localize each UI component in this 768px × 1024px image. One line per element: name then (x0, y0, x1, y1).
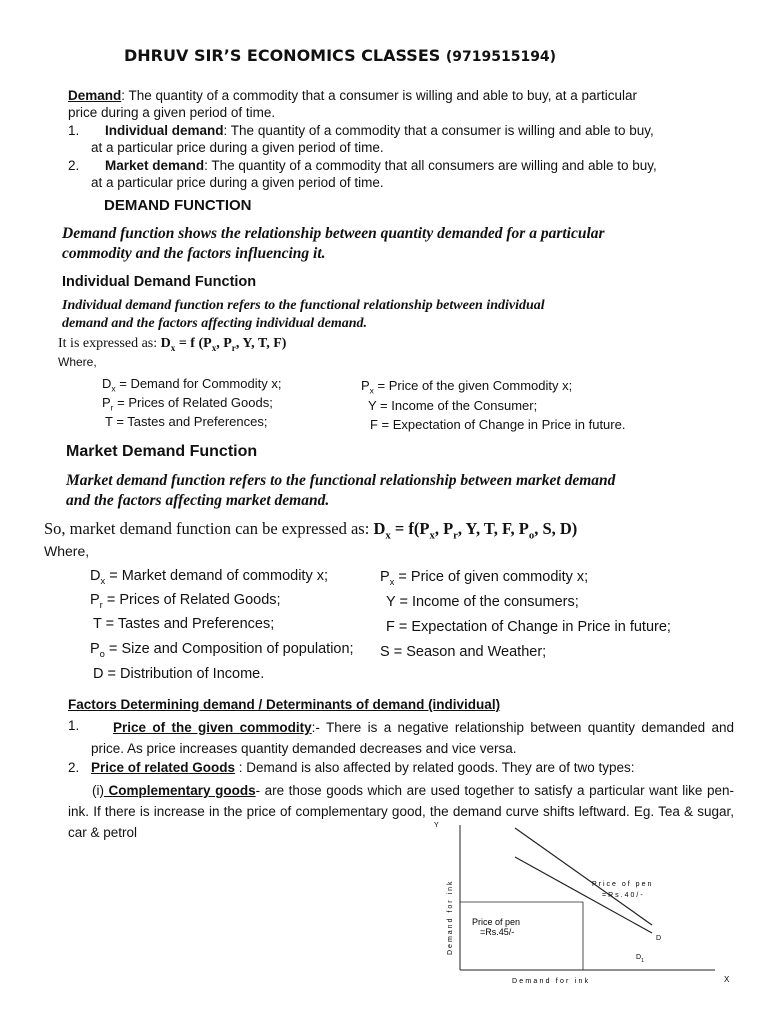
individual-where: Where, (58, 355, 97, 369)
factor-2 (91, 759, 635, 776)
x-axis-label: Demand for ink (512, 978, 591, 985)
ind-def-px: $P_x$ = Price of the given Commodity x; (361, 378, 573, 396)
demand-definition-cont: price during a given period of time. (68, 105, 276, 120)
type-1-cont: at a particular price during a given period of time. (91, 140, 384, 155)
individual-expression-prefix: It is expressed as: (58, 336, 161, 351)
type-2-num: 2. (68, 158, 80, 173)
individual-function-line-1: Individual demand function refers to the functional relationship between individual (62, 298, 545, 313)
market-expression-prefix: So, market demand function can be expressed as: (44, 519, 374, 538)
demand-definition (68, 87, 637, 104)
ind-def-t: T = Tastes and Preferences; (105, 414, 268, 429)
factor-2-term: Price of related Goods (91, 760, 236, 775)
market-where: Where, (44, 543, 90, 559)
mkt-def-y: Y = Income of the consumers; (386, 594, 579, 610)
upper-price-label-1: Price of pen (592, 881, 654, 888)
type-1-term: Individual demand (105, 123, 224, 138)
market-function-line-2: and the factors affecting market demand. (66, 492, 330, 509)
type-2 (68, 157, 657, 174)
complementary-goods-diagram (420, 815, 750, 995)
individual-function-heading: Individual Demand Function (62, 274, 257, 290)
lower-price-label-1: Price of pen (472, 917, 521, 927)
ind-def-y: Y = Income of the Consumer; (368, 398, 538, 413)
ind-def-pr: $P_r$ = Prices of Related Goods; (102, 395, 273, 413)
upper-price-label-2: =Rs.40/- (602, 892, 645, 899)
ind-def-f: F = Expectation of Change in Price in future. (370, 417, 626, 432)
header-phone: (9719515194) (445, 49, 557, 65)
mkt-def-dx: $D_x$ = Market demand of commodity x; (90, 568, 329, 586)
market-function-heading: Market Demand Function (66, 443, 258, 460)
individual-expression: It is expressed as: $D_x = f$ ($P_x$, $P_r$, Y, T, F) (58, 336, 287, 353)
factor-1-text: :- There is a negative relationship between quantity demanded and price. As price increases quantity demanded decreases and vice versa. (91, 720, 734, 756)
demand-function-line-1: Demand function shows the relationship between quantity demanded for a particular (62, 225, 605, 242)
individual-function-line-2: demand and the factors affecting individual demand. (62, 316, 368, 331)
curve-d-label: D (656, 935, 662, 942)
curve-d1-label: $D_1$ (636, 954, 644, 964)
type-1-text: : The quantity of a commodity that a consumer is willing and able to buy, (223, 123, 654, 138)
x-axis-end-label: X (724, 975, 730, 984)
demand-curve-d (515, 828, 652, 925)
demand-term: Demand (68, 88, 122, 103)
sub-term: Complementary goods (104, 783, 256, 798)
demand-function-line-2: commodity and the factors influencing it. (62, 245, 326, 262)
lower-price-label-2: =Rs.45/- (480, 927, 515, 937)
factor-1-num: 1. (68, 718, 80, 733)
factor-1 (91, 717, 734, 759)
mkt-def-po: $P_o$ = Size and Composition of population; (90, 641, 354, 659)
mkt-def-pr: $P_r$ = Prices of Related Goods; (90, 592, 281, 610)
sub-text: - are those goods which are used together to satisfy a particular want like pen-ink. If there is increase in the price of complementary good, the demand curve shifts leftward. Eg. Tea & sugar, car & petrol (68, 783, 734, 840)
type-2-text: : The quantity of a commodity that all consumers are willing and able to buy, (204, 158, 657, 173)
sub-prefix: (i) (92, 783, 104, 798)
factor-2-num: 2. (68, 760, 80, 775)
type-2-cont: at a particular price during a given period of time. (91, 175, 384, 190)
mkt-def-s: S = Season and Weather; (380, 644, 547, 660)
type-1 (68, 122, 654, 139)
mkt-def-t: T = Tastes and Preferences; (93, 616, 275, 632)
factors-heading: Factors Determining demand / Determinants of demand (individual) (68, 697, 501, 712)
type-2-term: Market demand (105, 158, 205, 173)
market-function-line-1: Market demand function refers to the functional relationship between market demand (66, 472, 616, 489)
y-axis-end-label: Y (434, 822, 439, 829)
header-title: DHRUV SIR’S ECONOMICS CLASSES (124, 46, 441, 65)
mkt-def-px: $P_x$ = Price of given commodity x; (380, 569, 589, 587)
mkt-def-f: F = Expectation of Change in Price in future; (386, 619, 671, 635)
type-1-num: 1. (68, 123, 80, 138)
y-axis-label: Demand for ink (447, 879, 454, 955)
demand-function-heading: DEMAND FUNCTION (104, 197, 252, 214)
mkt-def-d: D = Distribution of Income. (93, 666, 265, 682)
ind-def-dx: $D_x$ = Demand for Commodity x; (102, 376, 282, 394)
factor-1-term: Price of the given commodity (113, 720, 312, 735)
demand-text-1: : The quantity of a commodity that a consumer is willing and able to buy, at a particular (121, 88, 638, 103)
market-expression: So, market demand function can be expressed as: $D_x = f(P_x$, $P_r$, Y, T, F, $P_o$, S, D) (44, 519, 578, 542)
page-header (124, 46, 556, 65)
factor-2-text: : Demand is also affected by related goods. They are of two types: (235, 760, 635, 775)
